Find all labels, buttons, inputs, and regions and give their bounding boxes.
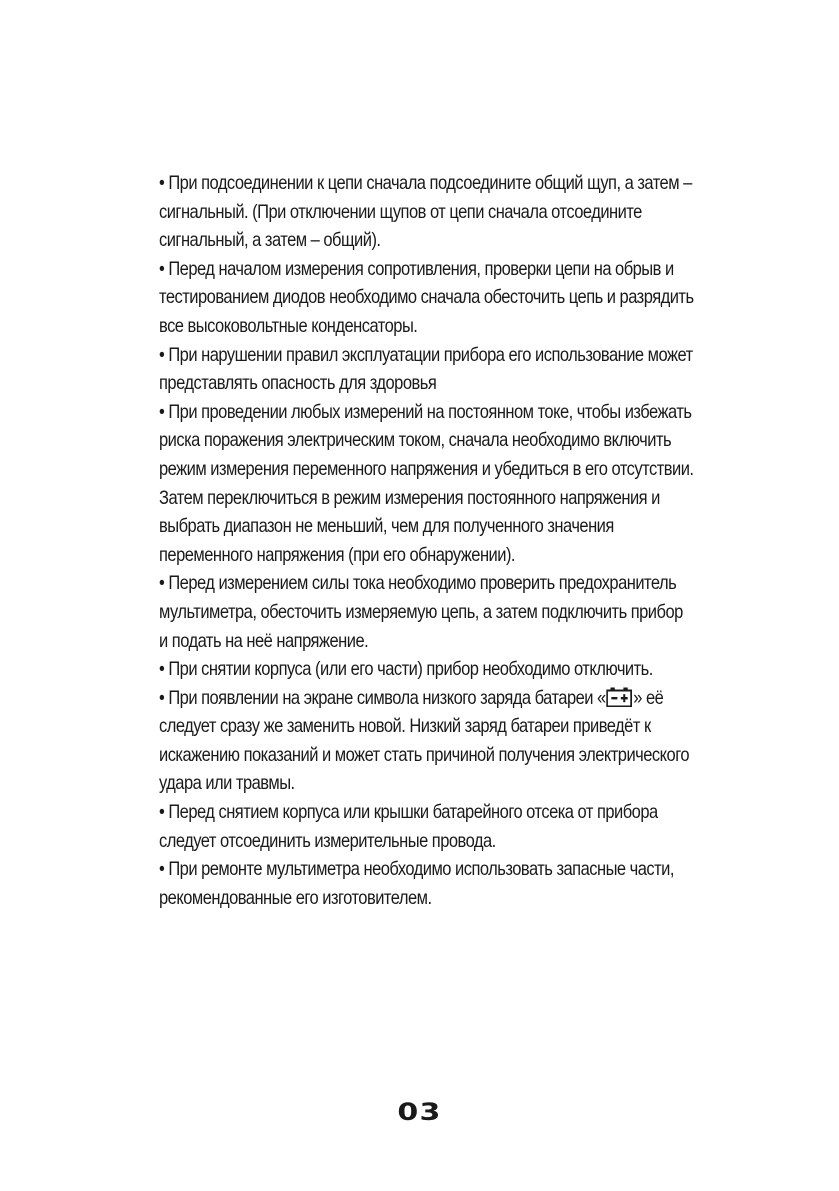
text-line: сигнальный. (При отключении щупов от цепи сначала отсоедините	[159, 201, 642, 223]
text-line-with-icon	[159, 685, 819, 714]
low-battery-icon	[607, 687, 633, 707]
text-line: рекомендованные его изготовителем.	[159, 887, 432, 909]
bullet-2	[159, 256, 819, 342]
text-line: • При проведении любых измерений на постоянном токе, чтобы избежать	[159, 401, 692, 423]
text-line: • При снятии корпуса (или его части) прибор необходимо отключить.	[159, 659, 653, 681]
text-line: искажению показаний и может стать причиной получения электрического	[159, 744, 690, 766]
text-line: сигнальный, а затем – общий).	[159, 230, 381, 252]
text-line: и подать на неё напряжение.	[159, 630, 369, 652]
text-line: • При ремонте мультиметра необходимо использовать запасные части,	[159, 859, 674, 881]
text-line: все высоковольтные конденсаторы.	[159, 315, 418, 337]
text-line: удара или травмы.	[159, 773, 295, 795]
bullet-8	[159, 799, 819, 856]
text-before-icon: • При появлении на экране символа низкого заряда батареи «	[159, 687, 606, 709]
text-line: представлять опасность для здоровья	[159, 373, 437, 395]
text-after-icon: » её	[633, 687, 664, 709]
bullet-6	[159, 656, 819, 685]
bullet-5	[159, 570, 819, 656]
bullet-3	[159, 342, 819, 399]
bullet-4	[159, 399, 819, 571]
text-line: • Перед снятием корпуса или крышки батарейного отсека от прибора	[159, 802, 658, 824]
text-line: выбрать диапазон не меньший, чем для полученного значения	[159, 516, 614, 538]
bullet-7	[159, 685, 819, 799]
bullet-9	[159, 856, 819, 913]
text-line: • Перед началом измерения сопротивления, проверки цепи на обрыв и	[159, 258, 674, 280]
page-number: 03	[397, 1098, 442, 1126]
text-line: риска поражения электрическим током, сначала необходимо включить	[159, 430, 672, 452]
text-line: следует отсоединить измерительные провода.	[159, 830, 496, 852]
text-line: режим измерения переменного напряжения и убедиться в его отсутствии.	[159, 458, 694, 480]
text-line: • Перед измерением силы тока необходимо проверить предохранитель	[159, 573, 677, 595]
text-line: переменного напряжения (при его обнаружении).	[159, 544, 516, 566]
safety-instructions	[159, 170, 819, 913]
text-line: следует сразу же заменить новой. Низкий заряд батареи приведёт к	[159, 716, 651, 738]
text-line: • При подсоединении к цепи сначала подсоедините общий щуп, а затем –	[159, 173, 692, 194]
bullet-1	[159, 170, 819, 256]
text-line: мультиметра, обесточить измеряемую цепь, а затем подключить прибор	[159, 601, 683, 623]
text-line: Затем переключиться в режим измерения постоянного напряжения и	[159, 487, 660, 509]
text-line: тестированием диодов необходимо сначала обесточить цепь и разрядить	[159, 287, 694, 309]
text-line: • При нарушении правил эксплуатации прибора его использование может	[159, 344, 693, 366]
